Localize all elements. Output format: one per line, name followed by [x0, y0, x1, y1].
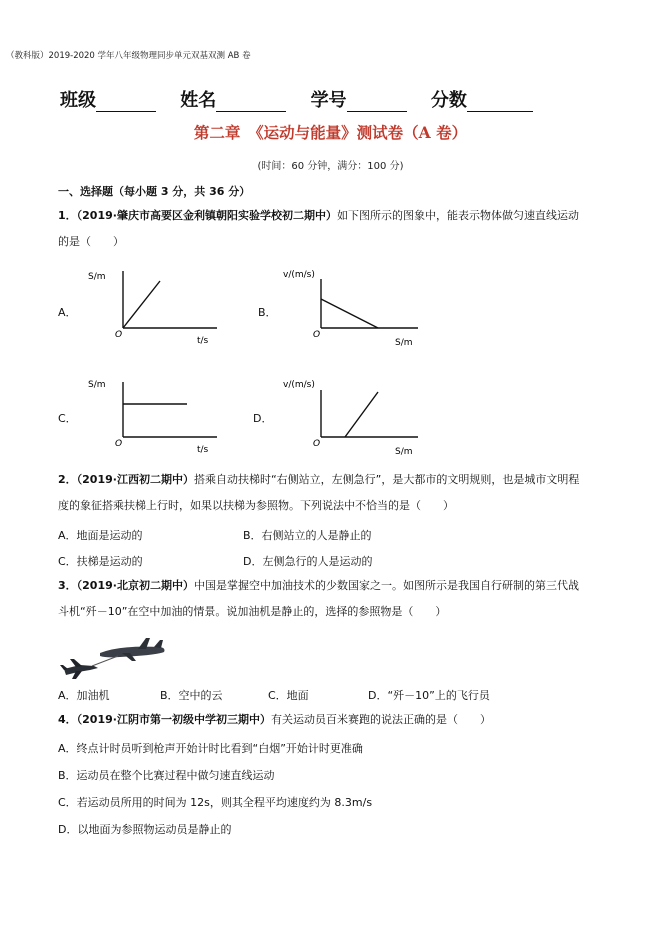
q1-option-c-label: C． [58, 412, 77, 425]
q1-option-a-label: A． [58, 306, 77, 319]
q4-source: （2019·江阴市第一初级中学初三期中） [76, 713, 271, 726]
header-note: （教科版）2019-2020 学年八年级物理同步单元双基双测 AB 卷 [6, 51, 251, 61]
graph-d-line [345, 392, 378, 437]
class-label: 班级 [60, 90, 96, 111]
page-title: 第二章 《运动与能量》测试卷（A 卷） [193, 123, 468, 142]
q3-option-a: A．加油机 [58, 689, 110, 702]
q4-option-b: B．运动员在整个比赛过程中做匀速直线运动 [58, 769, 275, 782]
q2-source: （2019·江西初二期中） [76, 473, 194, 486]
q3-option-c: C．地面 [268, 689, 309, 702]
aerial-refueling-image [60, 635, 168, 683]
score-blank [467, 93, 533, 112]
q2-option-b: B．右侧站立的人是静止的 [243, 529, 372, 542]
q3-text-b: 斗机“歼－10”在空中加油的情景。说加油机是静止的，选择的参照物是（ ） [58, 605, 447, 618]
q1-option-b-label: B． [258, 306, 277, 319]
graph-b-ylabel: v/(m/s) [283, 270, 315, 280]
q2-option-a: A．地面是运动的 [58, 529, 143, 542]
q3-text-a: 中国是掌握空中加油技术的少数国家之一。如图所示是我国自行研制的第三代战 [193, 579, 579, 592]
graph-c-xlabel: t/s [197, 445, 209, 455]
graph-c-ylabel: S/m [88, 380, 106, 390]
graph-d-xlabel: S/m [395, 447, 413, 457]
id-label: 学号 [310, 90, 347, 111]
graph-d [283, 374, 423, 458]
graph-b-xlabel: S/m [395, 338, 413, 348]
q2-number: 2． [58, 473, 77, 486]
graph-d-ylabel: v/(m/s) [283, 380, 315, 390]
graph-a-origin: O [115, 330, 123, 340]
q3-line1 [58, 579, 579, 593]
graph-c [85, 374, 220, 456]
graph-a-xlabel: t/s [197, 336, 209, 346]
graph-b-line [321, 299, 378, 328]
q2-text-a: 搭乘自动扶梯时“右侧站立，左侧急行”，是大都市的文明规则，也是城市文明程 [193, 473, 580, 486]
graph-d-origin: O [313, 439, 321, 449]
q1-line1 [58, 209, 579, 223]
graph-a-ylabel: S/m [88, 272, 106, 282]
q4-text: 有关运动员百米赛跑的说法正确的是（ ） [270, 713, 491, 726]
q4-option-a: A．终点计时员听到枪声开始计时比看到“白烟”开始计时更准确 [58, 742, 363, 755]
graph-a [85, 265, 220, 347]
name-label: 姓名 [180, 90, 217, 111]
graph-c-origin: O [115, 439, 123, 449]
section-heading: 一、选择题（每小题 3 分，共 36 分） [58, 185, 251, 198]
class-blank [96, 93, 156, 112]
graph-b-origin: O [313, 330, 321, 340]
q3-option-b: B．空中的云 [160, 689, 223, 702]
graph-b [283, 265, 423, 349]
q3-option-d: D．“歼－10”上的飞行员 [368, 689, 490, 702]
student-info-row [60, 86, 533, 112]
q2-text-b: 度的象征搭乘扶梯上行时，如果以扶梯为参照物。下列说法中不恰当的是（ ） [58, 499, 454, 512]
q1-number: 1． [58, 209, 77, 222]
name-blank [216, 93, 286, 112]
page-subtitle: (时间：60 分钟，满分：100 分) [257, 161, 404, 172]
score-label: 分数 [430, 90, 467, 111]
q2-line1 [58, 473, 579, 487]
q4-number: 4． [58, 713, 77, 726]
q3-number: 3． [58, 579, 77, 592]
q1-option-d-label: D． [253, 412, 273, 425]
graph-a-line [123, 281, 160, 328]
q3-source: （2019·北京初二期中） [76, 579, 194, 592]
q1-source: （2019·肇庆市高要区金利镇朝阳实验学校初二期中） [76, 209, 337, 222]
q2-option-d: D．左侧急行的人是运动的 [243, 555, 373, 568]
q1-text-b: 的是（ ） [58, 235, 124, 248]
q4-option-c: C．若运动员所用的时间为 12s，则其全程平均速度约为 8.3m/s [58, 796, 373, 809]
q1-text-a: 如下图所示的图象中，能表示物体做匀速直线运动 [336, 209, 579, 222]
q2-option-c: C．扶梯是运动的 [58, 555, 143, 568]
q4-option-d: D．以地面为参照物运动员是静止的 [58, 823, 232, 836]
id-blank [347, 93, 407, 112]
q4-line1 [58, 713, 491, 727]
